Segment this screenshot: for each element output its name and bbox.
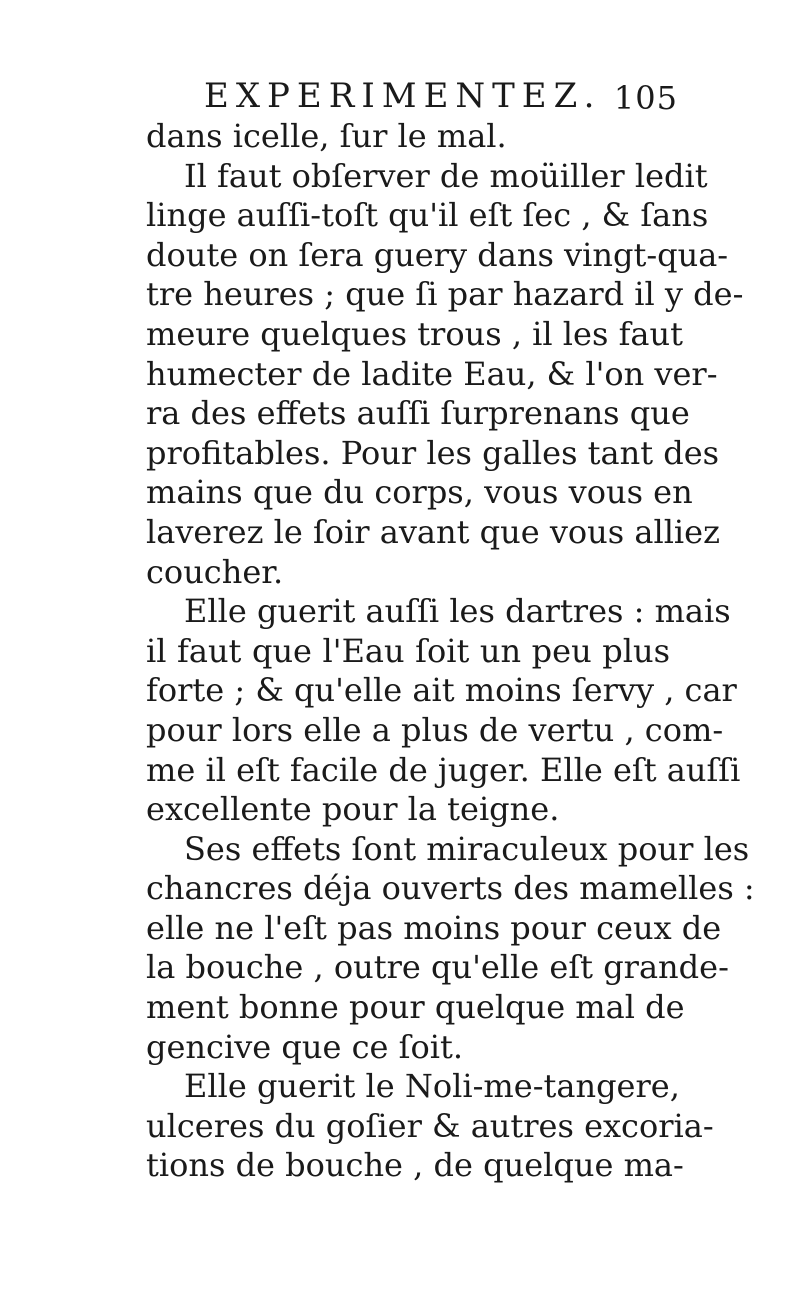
text-line: dans icelle, ſur le mal.: [146, 117, 507, 155]
text-line: ra des effets auſſi ſurprenans que: [146, 394, 690, 433]
page-number: 105: [613, 79, 678, 117]
text-line: doute on ſera guery dans vingt-qua-: [146, 235, 729, 274]
text-line: ment bonne pour quelque mal de: [146, 988, 685, 1027]
text-line: la bouche , outre qu'elle eſt grande-: [146, 948, 729, 987]
page-header: [146, 74, 686, 118]
text-line: chancres déja ouverts des mamelles :: [146, 869, 755, 908]
text-line: linge auſſi-toſt qu'il eſt ſec , & ſans: [146, 196, 709, 235]
text-line: Ses effets ſont miraculeux pour les: [184, 829, 750, 868]
text-line: profitables. Pour les galles tant des: [146, 433, 720, 472]
running-head: EXPERIMENTEZ.: [204, 76, 602, 116]
text-line: me il eſt facile de juger. Elle eſt auſſi: [146, 750, 741, 789]
text-line: excellente pour la teigne.: [146, 790, 560, 829]
text-line: meure quelques trous , il les faut: [146, 314, 683, 353]
text-line: gencive que ce ſoit.: [146, 1027, 463, 1066]
body-text: [146, 117, 755, 1186]
text-line: ulceres du goſier & autres excoria-: [146, 1106, 714, 1145]
text-line: pour lors elle a plus de vertu , com-: [146, 710, 724, 749]
text-line: elle ne l'eſt pas moins pour ceux de: [146, 908, 722, 947]
text-line: coucher.: [146, 552, 284, 591]
text-line: il faut que l'Eau ſoit un peu plus: [146, 631, 670, 670]
text-line: Elle guerit auſſi les dartres : mais: [184, 592, 731, 631]
text-line: humecter de ladite Eau, & l'on ver-: [146, 354, 718, 393]
text-line: laverez le ſoir avant que vous alliez: [146, 512, 720, 551]
text-line: mains que du corps, vous vous en: [146, 473, 693, 512]
text-line: Il faut obſerver de moüiller ledit: [184, 156, 708, 195]
text-line: tions de bouche , de quelque ma-: [146, 1146, 684, 1185]
text-line: Elle guerit le Noli-me-tangere,: [184, 1067, 680, 1106]
text-line: tre heures ; que ſi par hazard il y de-: [146, 275, 744, 314]
text-line: forte ; & qu'elle ait moins ſervy , car: [146, 671, 737, 710]
